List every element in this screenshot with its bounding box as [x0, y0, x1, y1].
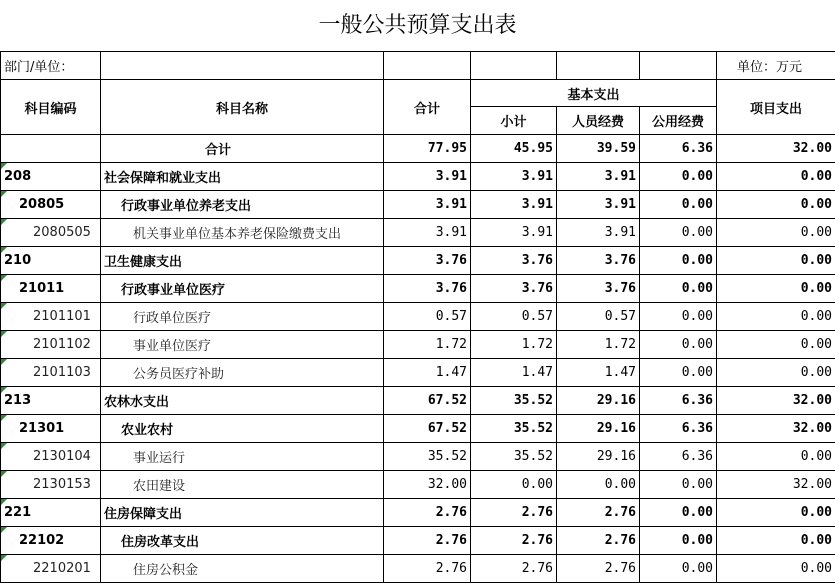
row-subtotal: 35.52	[471, 387, 557, 415]
page-title: 一般公共预算支出表	[0, 0, 835, 52]
row-code: 2130153	[1, 471, 101, 499]
cell-marker-icon	[1, 555, 7, 561]
row-public: 6.36	[640, 443, 717, 471]
row-project: 0.00	[717, 443, 835, 471]
row-personnel: 2.76	[557, 499, 640, 527]
row-total: 3.91	[384, 163, 471, 191]
row-public: 0.00	[640, 191, 717, 219]
row-subtotal: 2.76	[471, 555, 557, 583]
row-subtotal: 1.72	[471, 331, 557, 359]
row-public: 0.00	[640, 247, 717, 275]
row-name: 事业单位医疗	[101, 331, 384, 359]
row-personnel: 1.47	[557, 359, 640, 387]
row-name: 农林水支出	[101, 387, 384, 415]
row-personnel: 1.72	[557, 331, 640, 359]
row-total: 67.52	[384, 415, 471, 443]
row-total: 3.76	[384, 247, 471, 275]
cell-marker-icon	[1, 303, 7, 309]
table-row	[1, 415, 835, 443]
row-code	[1, 135, 101, 163]
row-public: 0.00	[640, 331, 717, 359]
row-total: 1.72	[384, 331, 471, 359]
row-code: 2101102	[1, 331, 101, 359]
table-row	[1, 331, 835, 359]
cell-marker-icon	[1, 527, 7, 533]
row-personnel: 29.16	[557, 443, 640, 471]
row-project: 32.00	[717, 387, 835, 415]
blank-cell	[471, 52, 557, 80]
row-personnel: 0.57	[557, 303, 640, 331]
row-subtotal: 45.95	[471, 135, 557, 163]
row-subtotal: 0.57	[471, 303, 557, 331]
table-row	[1, 359, 835, 387]
cell-marker-icon	[1, 275, 7, 281]
row-public: 0.00	[640, 275, 717, 303]
row-code: 213	[1, 387, 101, 415]
row-name: 住房保障支出	[101, 499, 384, 527]
row-project: 32.00	[717, 135, 835, 163]
row-public: 0.00	[640, 359, 717, 387]
row-personnel: 29.16	[557, 415, 640, 443]
row-personnel: 39.59	[557, 135, 640, 163]
row-subtotal: 2.76	[471, 499, 557, 527]
row-code: 208	[1, 163, 101, 191]
row-code: 2101101	[1, 303, 101, 331]
row-project: 0.00	[717, 275, 835, 303]
row-name: 住房改革支出	[101, 527, 384, 555]
row-total: 2.76	[384, 499, 471, 527]
table-row	[1, 275, 835, 303]
cell-marker-icon	[1, 331, 7, 337]
row-total: 67.52	[384, 387, 471, 415]
header-public: 公用经费	[640, 107, 717, 135]
table-row	[1, 303, 835, 331]
row-subtotal: 3.76	[471, 275, 557, 303]
row-personnel: 2.76	[557, 555, 640, 583]
row-total: 32.00	[384, 471, 471, 499]
header-total: 合计	[384, 80, 471, 135]
row-name: 行政事业单位医疗	[101, 275, 384, 303]
row-project: 0.00	[717, 303, 835, 331]
row-code: 221	[1, 499, 101, 527]
dept-value-cell	[101, 52, 384, 80]
cell-marker-icon	[1, 191, 7, 197]
row-public: 0.00	[640, 303, 717, 331]
header-name: 科目名称	[101, 80, 384, 135]
row-code: 21011	[1, 275, 101, 303]
row-name: 行政单位医疗	[101, 303, 384, 331]
row-subtotal: 1.47	[471, 359, 557, 387]
row-public: 0.00	[640, 471, 717, 499]
row-code: 20805	[1, 191, 101, 219]
header-subtotal: 小计	[471, 107, 557, 135]
row-code: 22102	[1, 527, 101, 555]
cell-marker-icon	[1, 247, 7, 253]
row-name: 社会保障和就业支出	[101, 163, 384, 191]
cell-marker-icon	[1, 499, 7, 505]
row-project: 0.00	[717, 359, 835, 387]
row-code: 2210201	[1, 555, 101, 583]
row-personnel: 3.76	[557, 275, 640, 303]
header-personnel: 人员经费	[557, 107, 640, 135]
cell-marker-icon	[1, 443, 7, 449]
row-subtotal: 35.52	[471, 443, 557, 471]
row-name: 合计	[101, 135, 384, 163]
table-row	[1, 135, 835, 163]
row-name: 行政事业单位养老支出	[101, 191, 384, 219]
blank-cell	[640, 52, 717, 80]
row-public: 6.36	[640, 135, 717, 163]
row-code: 210	[1, 247, 101, 275]
budget-table	[0, 51, 835, 583]
row-total: 2.76	[384, 527, 471, 555]
header-basic: 基本支出	[471, 80, 717, 107]
dept-label-cell	[1, 52, 101, 80]
row-public: 0.00	[640, 163, 717, 191]
row-public: 6.36	[640, 387, 717, 415]
row-project: 0.00	[717, 499, 835, 527]
row-project: 0.00	[717, 247, 835, 275]
row-total: 3.91	[384, 191, 471, 219]
row-subtotal: 3.91	[471, 191, 557, 219]
table-row	[1, 247, 835, 275]
row-personnel: 3.76	[557, 247, 640, 275]
table-row	[1, 443, 835, 471]
table-row	[1, 387, 835, 415]
table-row	[1, 499, 835, 527]
row-public: 0.00	[640, 219, 717, 247]
row-name: 农田建设	[101, 471, 384, 499]
row-public: 6.36	[640, 415, 717, 443]
row-name: 事业运行	[101, 443, 384, 471]
dept-label: 部门/单位：	[4, 60, 74, 75]
row-code: 21301	[1, 415, 101, 443]
table-row	[1, 555, 835, 583]
row-personnel: 0.00	[557, 471, 640, 499]
row-personnel: 3.91	[557, 163, 640, 191]
row-subtotal: 0.00	[471, 471, 557, 499]
row-code: 2080505	[1, 219, 101, 247]
row-total: 35.52	[384, 443, 471, 471]
header-code: 科目编码	[1, 80, 101, 135]
row-personnel: 3.91	[557, 219, 640, 247]
blank-cell	[557, 52, 640, 80]
row-personnel: 29.16	[557, 387, 640, 415]
row-project: 32.00	[717, 471, 835, 499]
row-name: 公务员医疗补助	[101, 359, 384, 387]
cell-marker-icon	[1, 359, 7, 365]
row-name: 农业农村	[101, 415, 384, 443]
row-personnel: 3.91	[557, 191, 640, 219]
row-subtotal: 35.52	[471, 415, 557, 443]
header-project: 项目支出	[717, 80, 835, 135]
unit-label-cell	[717, 52, 835, 80]
row-name: 卫生健康支出	[101, 247, 384, 275]
table-row	[1, 163, 835, 191]
row-subtotal: 3.76	[471, 247, 557, 275]
table-row	[1, 527, 835, 555]
row-project: 32.00	[717, 415, 835, 443]
blank-cell	[384, 52, 471, 80]
row-total: 0.57	[384, 303, 471, 331]
row-public: 0.00	[640, 555, 717, 583]
row-total: 3.91	[384, 219, 471, 247]
row-public: 0.00	[640, 527, 717, 555]
table-row	[1, 219, 835, 247]
row-public: 0.00	[640, 499, 717, 527]
row-total: 1.47	[384, 359, 471, 387]
cell-marker-icon	[1, 415, 7, 421]
unit-label: 单位：万元	[737, 60, 803, 75]
row-subtotal: 3.91	[471, 219, 557, 247]
cell-marker-icon	[1, 471, 7, 477]
cell-marker-icon	[1, 219, 7, 225]
row-name: 住房公积金	[101, 555, 384, 583]
row-personnel: 2.76	[557, 527, 640, 555]
row-code: 2130104	[1, 443, 101, 471]
row-total: 2.76	[384, 555, 471, 583]
row-project: 0.00	[717, 331, 835, 359]
table-row	[1, 471, 835, 499]
row-total: 3.76	[384, 275, 471, 303]
row-project: 0.00	[717, 527, 835, 555]
cell-marker-icon	[1, 163, 7, 169]
row-code: 2101103	[1, 359, 101, 387]
table-row	[1, 191, 835, 219]
row-subtotal: 3.91	[471, 163, 557, 191]
row-project: 0.00	[717, 191, 835, 219]
row-subtotal: 2.76	[471, 527, 557, 555]
row-project: 0.00	[717, 163, 835, 191]
row-name: 机关事业单位基本养老保险缴费支出	[101, 219, 384, 247]
row-project: 0.00	[717, 555, 835, 583]
cell-marker-icon	[1, 387, 7, 393]
row-total: 77.95	[384, 135, 471, 163]
row-project: 0.00	[717, 219, 835, 247]
